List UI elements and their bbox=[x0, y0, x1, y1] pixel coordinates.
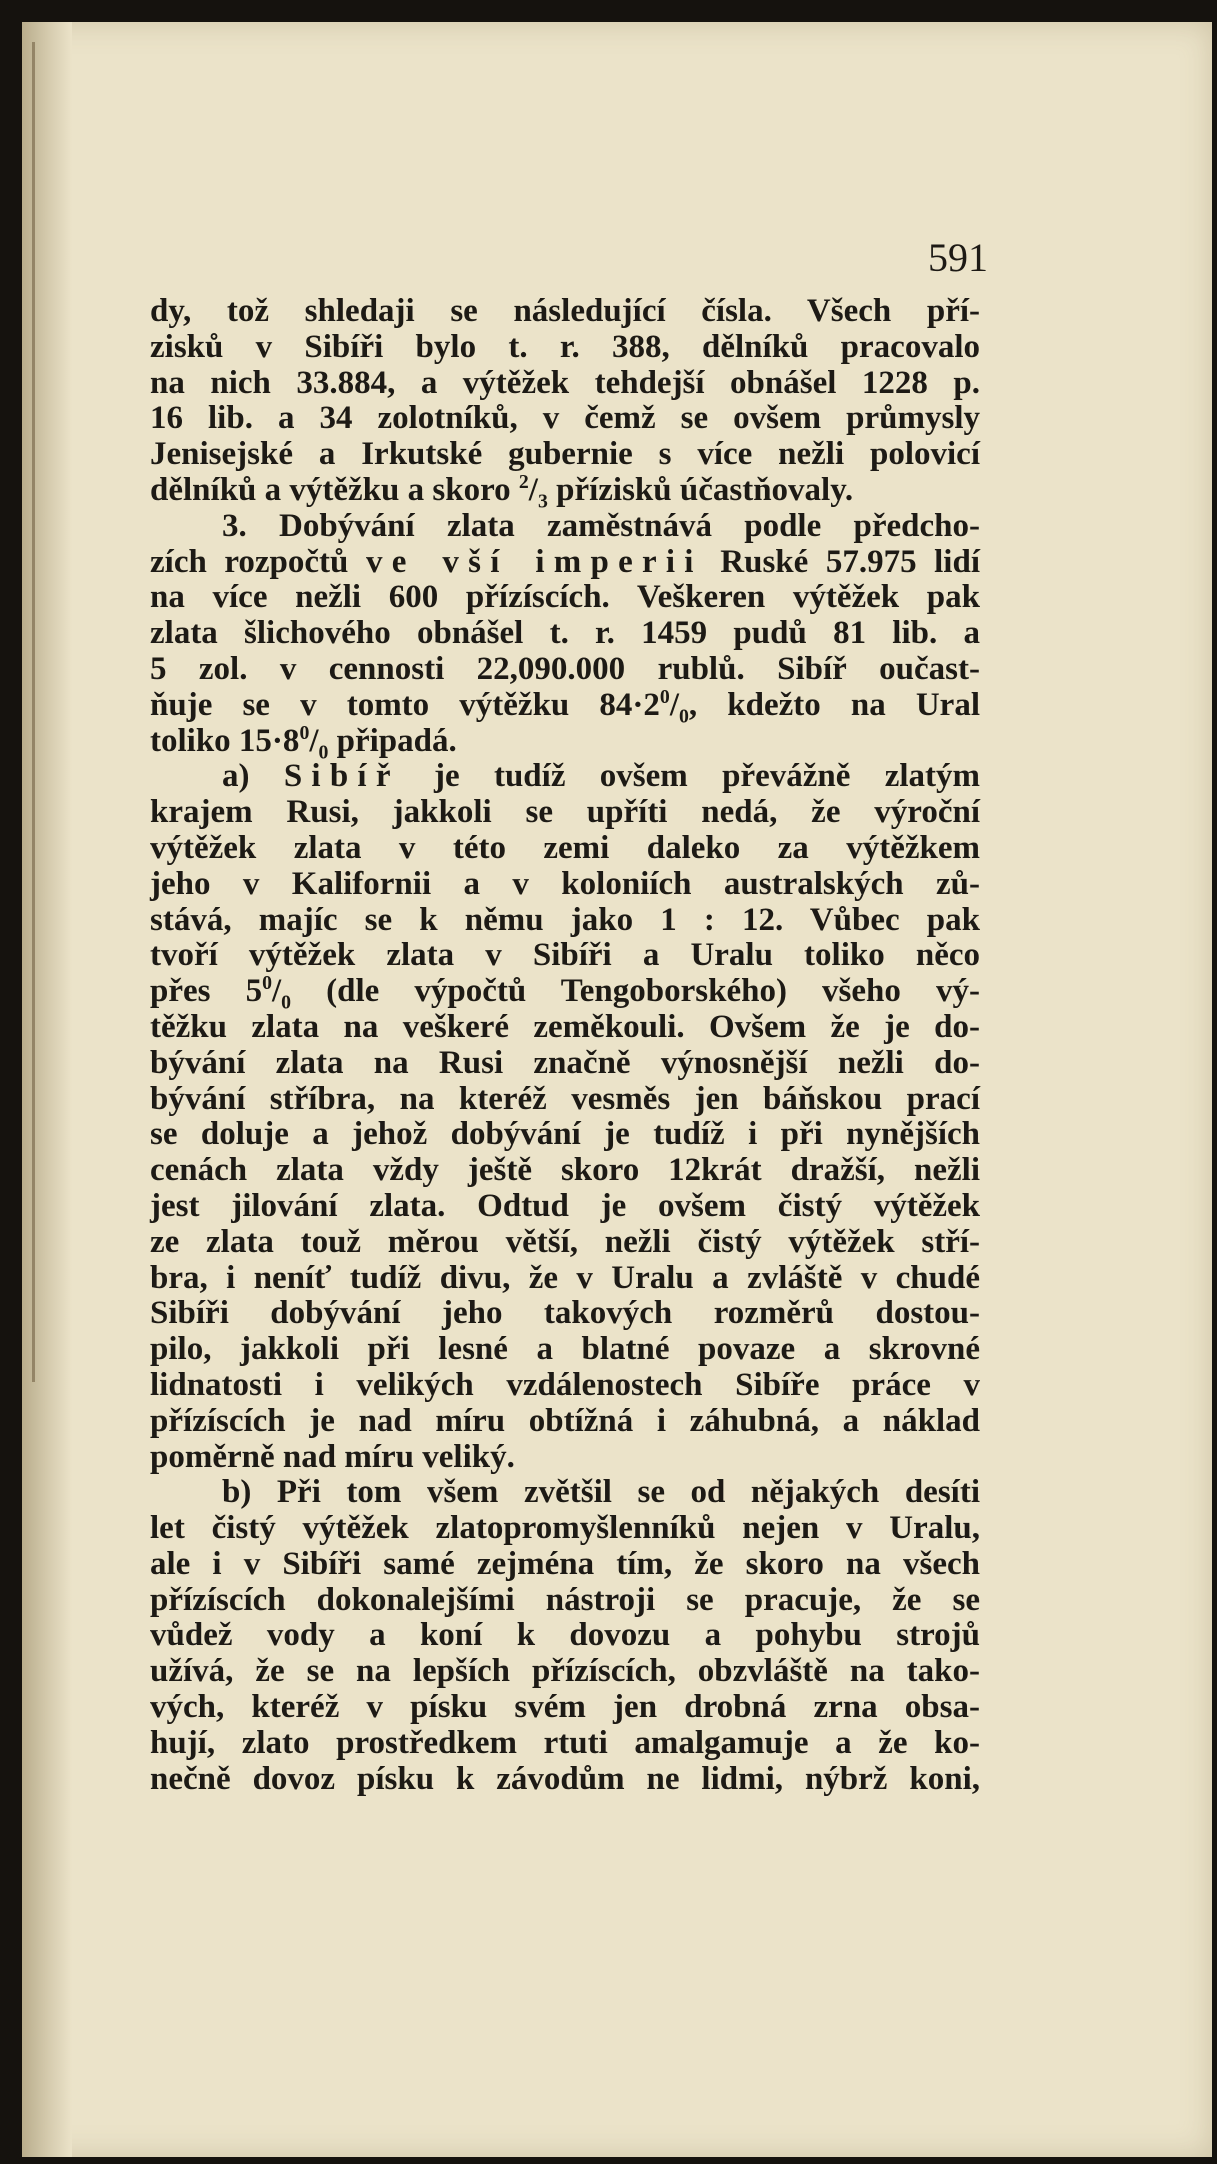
text-line: zlata šlichového obnášel t. r. 1459 pudů 81 lib. a bbox=[150, 615, 980, 652]
text-fragment: zích rozpočtů bbox=[150, 543, 366, 580]
fraction-slash: / bbox=[669, 686, 679, 723]
text-line: 3. Dobývání zlata zaměstnává podle předcho- bbox=[222, 507, 980, 544]
superscript: 0 bbox=[262, 972, 272, 995]
text-line: vůdež vody a koní k dovozu a pohybu strojů bbox=[150, 1617, 980, 1654]
text-line: jeho v Kalifornii a v koloniích australských zů- bbox=[150, 865, 980, 902]
fraction-slash: / bbox=[528, 471, 538, 508]
binding-line bbox=[32, 42, 35, 1382]
text-line: let čistý výtěžek zlatopromyšlenníků nejen v Uralu, bbox=[150, 1510, 980, 1547]
text-line bbox=[150, 545, 980, 581]
text-line bbox=[150, 759, 980, 795]
superscript: 2 bbox=[518, 470, 529, 493]
text-fragment: toliko 15·8 bbox=[150, 722, 300, 759]
text-fragment: a) bbox=[222, 758, 284, 795]
text-line: přízíscích je nad míru obtížná i záhubná, a náklad bbox=[150, 1402, 980, 1439]
body-text bbox=[150, 294, 980, 1797]
text-line: cenách zlata vždy ještě skoro 12krát dražší, nežli bbox=[150, 1152, 980, 1189]
text-line: bývání zlata na Rusi značně výnosnější nežli do- bbox=[150, 1044, 980, 1081]
subscript: 0 bbox=[318, 741, 329, 764]
text-line: bývání stříbra, na kteréž vesměs jen báňskou prací bbox=[150, 1080, 980, 1117]
spaced-text: Sibíř bbox=[283, 758, 400, 795]
text-line: poměrně nad míru veliký. bbox=[150, 1438, 515, 1475]
subscript: 0 bbox=[678, 705, 689, 728]
superscript: 0 bbox=[299, 721, 310, 744]
superscript: 0 bbox=[659, 685, 670, 708]
text-line: nečně dovoz písku k závodům ne lidmi, nýbrž koni, bbox=[150, 1760, 980, 1797]
text-line: lidnatosti i velikých vzdálenostech Sibíře práce v bbox=[150, 1366, 980, 1403]
text-line bbox=[150, 685, 980, 728]
text-line: 16 lib. a 34 zolotníků, v čemž se ovšem průmysly bbox=[150, 400, 980, 437]
text-fragment: přízisků účastňovaly. bbox=[547, 471, 854, 508]
subscript: 0 bbox=[281, 991, 292, 1014]
subscript: 3 bbox=[537, 490, 548, 513]
text-fragment: (dle výpočtů Tengoborského) všeho vý- bbox=[291, 973, 980, 1010]
text-line: Jenisejské a Irkutské gubernie s více nežli polovicí bbox=[150, 436, 980, 473]
text-line: těžku zlata na veškeré zeměkouli. Ovšem že je do- bbox=[150, 1008, 980, 1045]
spaced-text: ve vší imperii bbox=[365, 543, 703, 580]
text-fragment: je tudíž ovšem převážně zlatým bbox=[399, 758, 980, 795]
text-line: stává, majíc se k němu jako 1 : 12. Vůbec pak bbox=[150, 901, 980, 938]
text-line: na více nežli 600 přízíscích. Veškeren výtěžek pak bbox=[150, 579, 980, 616]
text-line bbox=[150, 972, 980, 1014]
text-fragment: , kdežto na Ural bbox=[688, 686, 980, 723]
text-line: ze zlata touž měrou větší, nežli čistý výtěžek stří- bbox=[150, 1223, 980, 1260]
text-line bbox=[150, 470, 980, 513]
text-line: tvoří výtěžek zlata v Sibíři a Uralu toliko něco bbox=[150, 937, 980, 974]
fraction-slash: / bbox=[272, 973, 282, 1010]
text-line: vých, kteréž v písku svém jen drobná zrna obsa- bbox=[150, 1689, 980, 1726]
text-line: hují, zlato prostředkem rtuti amalgamuje a že ko- bbox=[150, 1724, 980, 1761]
text-line: pilo, jakkoli při lesné a blatné povaze a skrovné bbox=[150, 1331, 980, 1368]
text-fragment: ňuje se v tomto výtěžku 84·2 bbox=[150, 686, 660, 723]
text-line: výtěžek zlata v této zemi daleko za výtěžkem bbox=[150, 829, 980, 866]
text-line: dy, tož shledaji se následující čísla. Všech pří- bbox=[150, 293, 980, 329]
text-line bbox=[150, 721, 980, 764]
text-line: b) Při tom všem zvětšil se od nějakých desíti bbox=[222, 1474, 980, 1511]
text-line: bra, i neníť tudíž divu, že v Uralu a zvláště v chudé bbox=[150, 1259, 980, 1296]
text-fragment: připadá. bbox=[328, 722, 457, 759]
text-fragment: přes 5 bbox=[150, 973, 263, 1010]
text-line: se doluje a jehož dobývání je tudíž i při nynějších bbox=[150, 1116, 980, 1153]
text-line: jest jilování zlata. Odtud je ovšem čistý výtěžek bbox=[150, 1187, 980, 1224]
text-line: Sibíři dobývání jeho takových rozměrů dostou- bbox=[150, 1295, 980, 1332]
text-line: zisků v Sibíři bylo t. r. 388, dělníků pracovalo bbox=[150, 328, 980, 365]
text-line: užívá, že se na lepších přízíscích, obzvláště na tako- bbox=[150, 1653, 980, 1690]
text-fragment: Ruské 57.975 lidí bbox=[702, 543, 980, 580]
page-spine-shadow bbox=[22, 22, 72, 2157]
fraction-slash: / bbox=[309, 722, 319, 759]
text-line: na nich 33.884, a výtěžek tehdejší obnášel 1228 p. bbox=[150, 364, 980, 401]
text-line: ale i v Sibíři samé zejména tím, že skoro na všech bbox=[150, 1545, 980, 1582]
text-line: krajem Rusi, jakkoli se upříti nedá, že výroční bbox=[150, 794, 980, 831]
page-number: 591 bbox=[928, 235, 988, 280]
text-fragment: dělníků a výtěžku a skoro bbox=[150, 471, 519, 508]
text-line: 5 zol. v cennosti 22,090.000 rublů. Sibíř oučast- bbox=[150, 650, 980, 687]
text-line: přízíscích dokonalejšími nástroji se pracuje, že se bbox=[150, 1581, 980, 1618]
